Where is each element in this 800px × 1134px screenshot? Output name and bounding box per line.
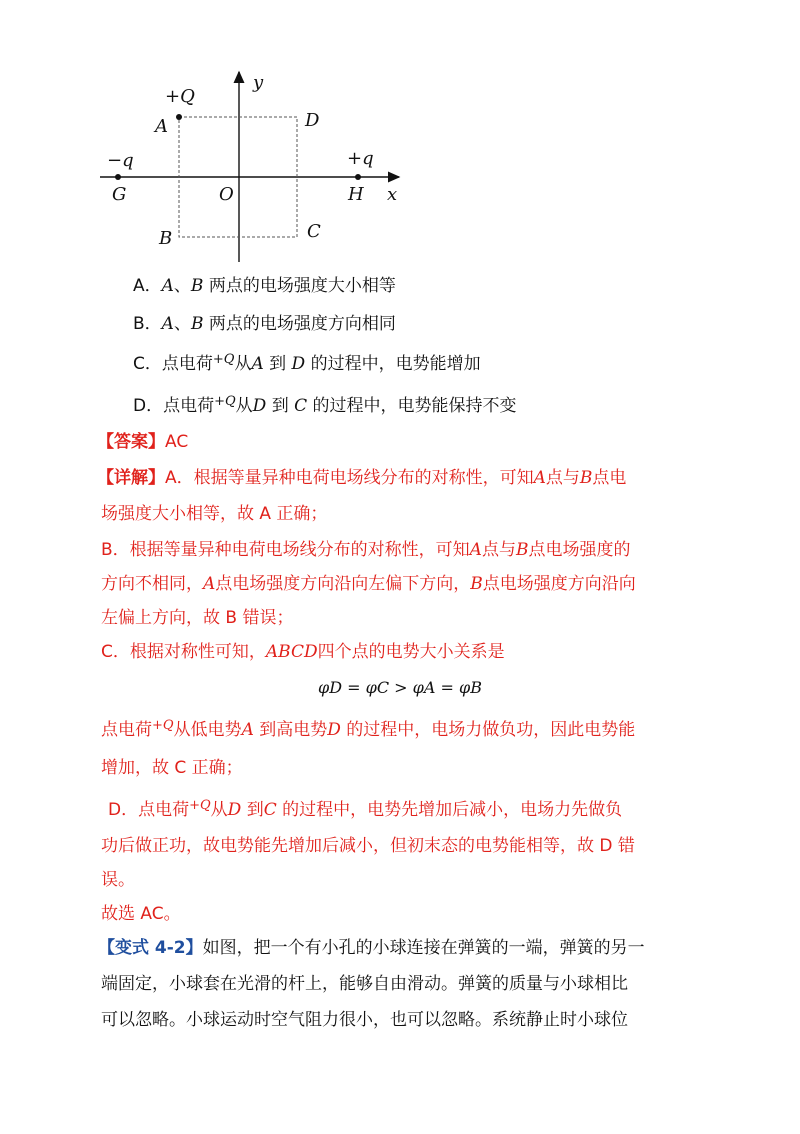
detail-d2: 功后做正功，故电势能先增加后减小，但初末态的电势能相等，故 D 错: [101, 836, 635, 856]
detail-b-line2: [101, 572, 636, 596]
charge-dot-A: [176, 114, 182, 120]
detail-b-line1: [101, 538, 630, 562]
label-A: A: [155, 116, 168, 137]
detail-c3: 增加，故 C 正确；: [101, 758, 243, 778]
detail-b2-p2: B: [470, 574, 483, 594]
next-problem-l1: 如图，把一个有小孔的小球连接在弹簧的一端，弹簧的另一: [202, 938, 645, 958]
detail-c-line3: [101, 756, 243, 780]
option-b-prefix: B．: [133, 314, 162, 334]
detail-d1-t1: D．点电荷: [108, 800, 190, 820]
label-minus-q: −q: [107, 150, 134, 171]
next-problem-line1: [98, 936, 645, 960]
label-G: G: [112, 184, 127, 205]
next-problem-label: 【变式 4-2】: [98, 938, 203, 958]
option-d-t3: 的过程中，电势能保持不变: [307, 396, 517, 416]
next-problem-l3: 可以忽略。小球运动时空气阻力很小，也可以忽略。系统静止时小球位: [101, 1010, 628, 1030]
option-d-prefix: D．点电荷: [133, 396, 215, 416]
option-c-prefix: C．点电荷: [133, 354, 213, 374]
answer-line: [97, 430, 188, 454]
detail-b3: 左偏上方向，故 B 错误；: [101, 608, 294, 628]
label-x: x: [387, 184, 398, 205]
label-O: O: [219, 184, 234, 205]
label-B: B: [159, 228, 173, 249]
option-d: [133, 394, 517, 420]
next-problem-line3: [101, 1008, 628, 1032]
detail-b2-p1: A: [203, 574, 216, 594]
option-d-charge: +Q: [214, 394, 236, 409]
detail-b2-t2: 点电场强度方向沿向左偏下方向，: [215, 574, 471, 594]
option-c-t1: 从: [234, 354, 252, 374]
detail-b1-t1: B．根据等量异种电荷电场线分布的对称性，可知: [101, 540, 470, 560]
detail-c2-t3: 到高电势: [253, 720, 328, 740]
label-y: y: [253, 72, 264, 93]
detail-b2-t1: 方向不相同，: [101, 574, 203, 594]
detail-b1-t2: 点与: [481, 540, 516, 560]
option-b-sep: 、: [173, 314, 191, 334]
detail-a2: 场强度大小相等，故 A 正确；: [101, 504, 328, 524]
detail-a1-t2: 点与: [545, 468, 580, 488]
detail-d-line1: [108, 798, 622, 824]
detail-d3: 误。: [101, 870, 135, 890]
detail-b1-t3: 点电场强度的: [528, 540, 631, 560]
detail-a1-p2: B: [579, 468, 593, 488]
option-c: [133, 352, 481, 378]
charge-diagram-svg: [95, 66, 415, 266]
option-b-text: 两点的电场强度方向相同: [203, 314, 396, 334]
detail-b1-p1: A: [469, 540, 482, 560]
detail-a1-p1: A: [533, 468, 546, 488]
detail-c1-t2: 四个点的电势大小关系是: [317, 642, 505, 662]
option-d-t2: 到: [266, 396, 295, 416]
detail-a-line1: [97, 466, 626, 490]
detail-d1-p2: C: [263, 800, 277, 820]
option-d-point1: D: [252, 396, 267, 416]
label-H: H: [348, 184, 364, 205]
option-a-point2: B: [190, 276, 204, 296]
label-plus-q: +q: [347, 148, 374, 169]
option-b-point2: B: [190, 314, 204, 334]
detail-c2-p1: A: [241, 720, 254, 740]
detail-d-line2: [101, 834, 635, 858]
detail-c-line2: [101, 718, 635, 744]
detail-d1-t2: 从: [210, 800, 228, 820]
label-plus-Q: +Q: [165, 86, 195, 107]
option-d-t1: 从: [235, 396, 253, 416]
detail-c2-t1: 点电荷: [101, 720, 152, 740]
detail-c-line1: [101, 640, 505, 664]
detail-a1-t1: A．根据等量异种电荷电场线分布的对称性，可知: [165, 468, 534, 488]
option-a: [133, 274, 396, 298]
detail-b-line3: [101, 606, 293, 630]
detail-c2-t2: 从低电势: [173, 720, 242, 740]
detail-a1-t3: 点电: [592, 468, 627, 488]
detail-d1-t3: 到: [241, 800, 264, 820]
option-a-prefix: A．: [133, 276, 162, 296]
next-problem-l2: 端固定，小球套在光滑的杆上，能够自由滑动。弹簧的质量与小球相比: [101, 974, 628, 994]
detail-b2-t3: 点电场强度方向沿向: [482, 574, 636, 594]
option-c-t3: 的过程中，电势能增加: [305, 354, 481, 374]
detail-c1-t1: C．根据对称性可知，: [101, 642, 266, 662]
detail-b1-p2: B: [515, 540, 529, 560]
detail-d1-t4: 的过程中，电势先增加后减小，电场力先做负: [276, 800, 623, 820]
detail-c1-points: ABCD: [265, 642, 318, 662]
charge-dot-G: [115, 174, 121, 180]
option-d-point2: C: [294, 396, 308, 416]
option-a-sep: 、: [173, 276, 191, 296]
option-c-t2: 到: [263, 354, 292, 374]
answer-value: AC: [165, 432, 189, 452]
option-c-point2: D: [291, 354, 306, 374]
potential-equation: φD = φC > φA = φB: [318, 678, 482, 697]
option-b: [133, 312, 396, 336]
detail-d-line3: [101, 868, 135, 892]
option-a-point1: A: [161, 276, 174, 296]
detail-d1-p1: D: [227, 800, 242, 820]
next-problem-line2: [101, 972, 628, 996]
detail-conclusion-text: 故选 AC。: [101, 904, 181, 924]
detail-c2-charge: +Q: [152, 718, 174, 733]
detail-conclusion: [101, 902, 181, 926]
detail-c2-p2: D: [327, 720, 341, 740]
option-c-point1: A: [251, 354, 264, 374]
label-C: C: [307, 221, 321, 242]
detail-c2-t4: 的过程中，电场力做负功，因此电势能: [340, 720, 636, 740]
option-a-text: 两点的电场强度大小相等: [203, 276, 396, 296]
detail-label: 【详解】: [97, 468, 165, 488]
option-b-point1: A: [161, 314, 174, 334]
label-D: D: [305, 110, 320, 131]
charge-diagram: [95, 66, 415, 266]
detail-a-line2: [101, 502, 327, 526]
answer-label: 【答案】: [97, 432, 165, 452]
option-c-charge: +Q: [212, 352, 235, 367]
detail-d1-charge: +Q: [189, 798, 211, 813]
charge-dot-H: [355, 174, 361, 180]
